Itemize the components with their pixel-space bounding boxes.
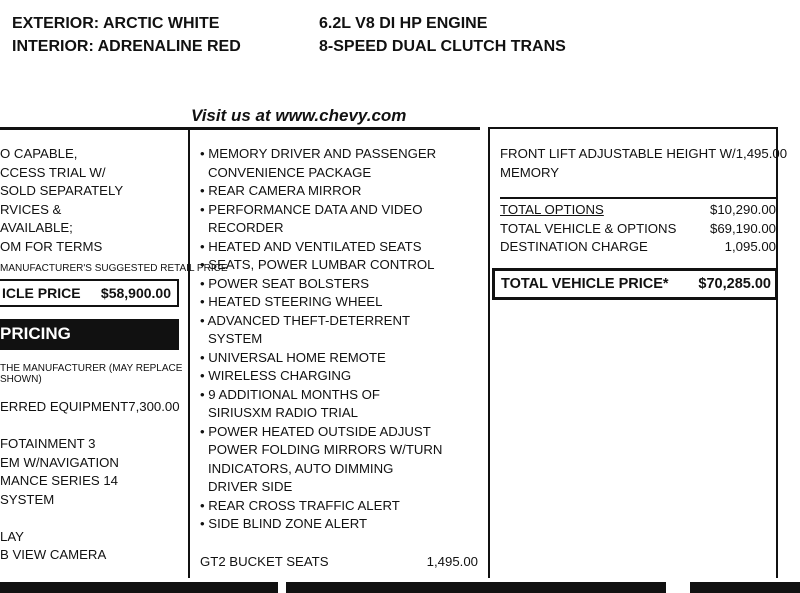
totals-value: 1,095.00 [724, 239, 776, 254]
totals-list [500, 201, 776, 257]
base-price-box [0, 279, 179, 307]
list-item: POWER FOLDING MIRRORS W/TURN [208, 442, 443, 457]
list-item: • SIDE BLIND ZONE ALERT [200, 516, 368, 531]
front-lift-label-2: MEMORY [500, 164, 560, 180]
front-lift-label: FRONT LIFT ADJUSTABLE HEIGHT W/ [500, 146, 736, 161]
bottom-bar-left [0, 582, 278, 593]
preferred-equipment-label: ERRED EQUIPMENT [0, 399, 129, 414]
left-line: OM FOR TERMS [0, 238, 103, 254]
left-line: B VIEW CAMERA [0, 547, 107, 562]
totals-label: TOTAL OPTIONS [500, 202, 604, 217]
totals-value: $69,190.00 [709, 220, 776, 236]
left-line: EM W/NAVIGATION [0, 454, 119, 470]
left-line: FOTAINMENT 3 [0, 436, 96, 451]
options-list [200, 145, 480, 534]
left-line [0, 509, 185, 528]
bottom-bar-middle [286, 582, 666, 593]
totals-row [500, 220, 776, 239]
list-item: • REAR CAMERA MIRROR [200, 183, 362, 198]
list-item: INDICATORS, AUTO DIMMING [208, 460, 394, 476]
left-line: SOLD SEPARATELY [0, 183, 124, 198]
left-line: LAY [0, 528, 24, 544]
bottom-bar-right [690, 582, 800, 593]
total-vehicle-price-box [492, 268, 778, 300]
visit-banner: Visit us at www.chevy.com [191, 106, 407, 125]
note-line: SHOWN) [0, 374, 42, 385]
left-line: MANCE SERIES 14 [0, 473, 118, 488]
list-item: SIRIUSXM RADIO TRIAL [208, 405, 358, 420]
totals-value: $10,290.00 [709, 202, 776, 217]
note-line: THE MANUFACTURER (MAY REPLACE [0, 363, 183, 374]
engine-spec: 6.2L V8 DI HP ENGINE [319, 15, 488, 32]
totals-row [500, 238, 776, 257]
list-item: DRIVER SIDE [208, 479, 293, 494]
right-column-box [488, 127, 778, 578]
total-vehicle-price-label: TOTAL VEHICLE PRICE* [501, 276, 669, 292]
left-line: O CAPABLE, [0, 146, 78, 161]
left-column-divider [188, 130, 190, 578]
left-column [0, 145, 185, 256]
list-item: • POWER HEATED OUTSIDE ADJUST [200, 423, 431, 439]
list-item: • PERFORMANCE DATA AND VIDEO [200, 201, 423, 217]
list-item: SYSTEM [208, 331, 263, 346]
msrp-note: MANUFACTURER'S SUGGESTED RETAIL PRICE [0, 263, 228, 274]
list-item: • ADVANCED THEFT-DETERRENT [200, 312, 411, 328]
transmission-spec: 8-SPEED DUAL CLUTCH TRANS [319, 38, 566, 55]
top-rule [0, 127, 480, 130]
preferred-equipment-row [0, 398, 178, 417]
bucket-seats-price: 1,495.00 [426, 554, 478, 569]
left-line: SYSTEM [0, 491, 55, 507]
list-item: CONVENIENCE PACKAGE [208, 164, 372, 180]
totals-rule [500, 197, 776, 199]
left-column-bottom [0, 435, 185, 565]
list-item: RECORDER [208, 220, 284, 235]
front-lift-option [500, 145, 788, 182]
exterior-color: EXTERIOR: ARCTIC WHITE [12, 15, 220, 32]
list-item: • 9 ADDITIONAL MONTHS OF [200, 386, 380, 402]
front-lift-price: 1,495.00 [735, 146, 788, 161]
list-item: • POWER SEAT BOLSTERS [200, 275, 370, 291]
left-line: RVICES & [0, 201, 62, 217]
pricing-heading: PRICING [0, 319, 179, 350]
total-vehicle-price-value: $70,285.00 [698, 276, 771, 292]
list-item: • UNIVERSAL HOME REMOTE [200, 349, 386, 365]
list-item: • SEATS, POWER LUMBAR CONTROL [200, 257, 435, 272]
list-item: • MEMORY DRIVER AND PASSENGER [200, 146, 437, 161]
bucket-seats-row [200, 553, 478, 572]
totals-label: TOTAL VEHICLE & OPTIONS [500, 220, 677, 236]
left-line: CCESS TRIAL W/ [0, 164, 106, 180]
bucket-seats-label: GT2 BUCKET SEATS [200, 554, 329, 569]
list-item: • HEATED AND VENTILATED SEATS [200, 238, 422, 254]
left-line: AVAILABLE; [0, 220, 73, 235]
totals-row [500, 201, 776, 220]
list-item: • HEATED STEERING WHEEL [200, 294, 383, 309]
base-price-label: ICLE PRICE [2, 285, 81, 301]
list-item: • REAR CROSS TRAFFIC ALERT [200, 497, 400, 513]
totals-label: DESTINATION CHARGE [500, 239, 648, 254]
preferred-equipment-price: 7,300.00 [128, 399, 180, 414]
base-price-value: $58,900.00 [100, 285, 171, 301]
list-item: • WIRELESS CHARGING [200, 368, 352, 383]
interior-color: INTERIOR: ADRENALINE RED [12, 38, 241, 55]
